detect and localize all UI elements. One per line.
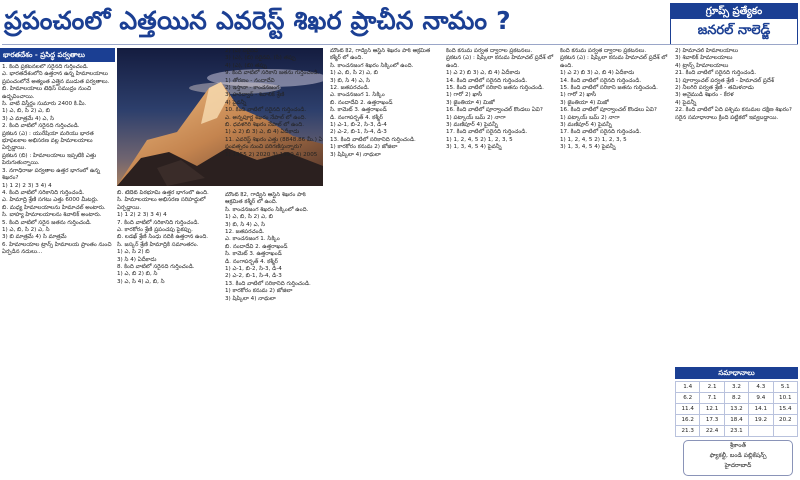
section-title: భారతదేశం - ప్రసిద్ధ పర్వతాలు: [0, 48, 115, 62]
answer-cell: 14.1: [749, 404, 773, 415]
answers-row: [676, 415, 798, 426]
answers-title: సమాధానాలు: [675, 367, 798, 379]
answer-cell: 8.2: [724, 393, 748, 404]
answers-table: [675, 381, 798, 437]
author-name: శ్రీకాంత్: [729, 442, 747, 449]
column-6-text: కింది కనుమ పర్వత ద్వారాల ప్రకటనలు. ప్రకటన (ఎ) : షిప్కిలా కనుమ హిమాచల్ ప్రదేశ్ లో ఉంది. 1) ఎ 2) బి 3) ఎ, బి 4) ఏదీకాదు 14. కింది వాటిలో సరైనది గుర్తించండి. 15. కింది వాటిలో సరికాని జతను గుర్తించండి. 1) గారో 2) ఖాసీ 3) జైంతియా 4) మిజో 16. కింది వాటిలో పూర్వాంచల్ కొండలు ఏవి? 1) పట్కాయ్ బమ్ 2) నాగా 3) మణిపూర్ 4) పైవన్నీ 17. కింది వాటిలో సరైనది గుర్తించండి. 1) 1, 2, 4, 5 2) 1, 2, 3, 5 3) 1, 3, 4, 5 4) పైవన్నీ: [560, 48, 668, 151]
badge-top-label: గ్రూప్స్ ప్రత్యేకం: [671, 4, 797, 19]
column-2: [117, 190, 221, 476]
column-4: [330, 48, 442, 476]
column-1: [2, 64, 112, 476]
column-4-text: మౌంట్ కే2, గాడ్విన్ ఆస్టిన్ శిఖరం పాక్ ఆక్రమిత కశ్మీర్ లో ఉంది. సి. కాంచనజంగ శిఖరం సిక్కింలో ఉంది. 1) ఎ, బి, సి 2) ఎ, బి 3) బి, సి 4) ఎ, సి 12. జతపరచండి. ఎ. కాంచనజంగ 1. సిక్కిం బి. నందాదేవి 2. ఉత్తరాఖండ్ సి. కామెట్ 3. ఉత్తరాఖండ్ డి. నంగాపర్బత్ 4. కశ్మీర్ 1) ఎ-1, బి-2, సి-3, డి-4 2) ఎ-2, బి-1, సి-4, డి-3 13. కింది వాటిలో సరికానిది గుర్తించండి. 1) కారకోరం కనుమ 2) జోజిలా 3) షిప్కిలా 4) నాథులా: [330, 48, 431, 158]
answers-row: [676, 426, 798, 437]
badge-bottom-label: జనరల్ నాలెడ్జ్: [697, 23, 771, 38]
answer-cell: 4.3: [749, 382, 773, 393]
answer-cell: 9.4: [749, 393, 773, 404]
answer-cell: 23.1: [724, 426, 748, 437]
answer-cell: 1.4: [676, 382, 700, 393]
answer-cell: 19.2: [749, 415, 773, 426]
column-3b-text: మౌంట్ కే2, గాడ్విన్ ఆస్టిన్ శిఖరం పాక్ ఆక్రమిత కశ్మీర్ లో ఉంది. సి. కాంచనజంగ శిఖరం సిక్కింలో ఉంది. 1) ఎ, బి, సి 2) ఎ, బి 3) బి, సి 4) ఎ, సి 12. జతపరచండి. ఎ. కాంచనజంగ 1. సిక్కిం బి. నందాదేవి 2. ఉత్తరాఖండ్ సి. కామెట్ 3. ఉత్తరాఖండ్ డి. నంగాపర్బత్ 4. కశ్మీర్ 1) ఎ-1, బి-2, సి-3, డి-4 2) ఎ-2, బి-1, సి-4, డి-3 13. కింది వాటిలో సరికానిది గుర్తించండి. 1) కారకోరం కనుమ 2) జోజిలా 3) షిప్కిలా 4) నాథులా: [225, 192, 311, 302]
column-7: [675, 48, 798, 364]
answer-cell: [773, 426, 797, 437]
column-5: [446, 48, 556, 476]
answer-cell: 7.1: [700, 393, 724, 404]
column-6: [560, 48, 670, 476]
answer-cell: 18.4: [724, 415, 748, 426]
answer-cell: 5.1: [773, 382, 797, 393]
header-divider: [2, 44, 798, 45]
answers-row: [676, 382, 798, 393]
answer-cell: 3.2: [724, 382, 748, 393]
column-2-text: బి. టిబెట్ పీఠభూమి ఉత్తర భాగంలో ఉంది. సి. హిమాలయాలు అభిసరణ సరిహద్దులో ఏర్పడ్డాయి. 1) 1 2) 2 3) 3 4) 4 7. కింది వాటిలో సరికానిది గుర్తించండి. ఎ. కారకోరం శ్రేణి ప్రపంచపు పైకప్పు. బి. లడఖ్ శ్రేణి సింధు నదికి ఉత్తరాన ఉంది. సి. జస్కర్ శ్రేణి హిమాద్రికి సమాంతరం. 1) ఎ, సి 2) బి 3) సి 4) ఏదీకాదు 8. కింది వాటిలో సరైనది గుర్తించండి. 1) ఎ, బి 2) బి, సి 3) ఎ, సి 4) ఎ, బి, సి: [117, 190, 209, 285]
author-role: ఫ్యాకల్టీ, బండి పబ్లికేషన్స్: [709, 452, 767, 459]
answers-row: [676, 393, 798, 404]
column-7-text: 2) హిమాచల్ హిమాలయాలు 3) శివాలిక్ హిమాలయాలు 4) ట్రాన్స్ హిమాలయాలు 21. కింది వాటిలో సరైనది గుర్తించండి. 1) పూర్వాంచల్ పర్వత శ్రేణి - హిమాచల్ ప్రదేశ్ 2) నీలగిరి పర్వత శ్రేణి - తమిళనాడు 3) అనైముడి శిఖరం - కేరళ 4) పైవన్నీ 22. కింది వాటిలో ఏది పశ్చిమ కనుమల దక్షిణ శిఖరం? సరైన సమాధానాలు క్రింది పట్టికలో ఇవ్వబడ్డాయి.: [675, 48, 792, 121]
answer-cell: 16.2: [676, 415, 700, 426]
answer-cell: 13.2: [724, 404, 748, 415]
answer-cell: 10.1: [773, 393, 797, 404]
author-place: హైదరాబాద్: [724, 462, 752, 469]
column-3-text: 2) (ఎ) సరైనది 3) (ఎ), (బి) సరైనవి, (సి) తప్పు 4) (ఎ), (బి) తప్పు 9. కింది వాటిలో సరికాని జతను గుర్తించండి. 1) తోరణం - నందాదేవి 2) ఇస్తానా - కాంచనజంగ 3) హరిద్వార్ - శివాలిక్ శ్రేణి 4) పైవన్నీ 10. కింది వాటిలో సరైనది గుర్తించండి. ఎ. అన్నపూర్ణ శిఖరం నేపాల్ లో ఉంది. బి. ధవళగిరి శిఖరం నేపాల్ లో ఉంది. 1) ఎ 2) బి 3) ఎ, బి 4) ఏదీకాదు 11. ఎవరెస్ట్ శిఖరం ఎత్తు (8848.86 మీ.) ఏ సంవత్సరం నుంచి పరిగణిస్తున్నారు? 1) 1955 2) 2020 3) 1999 4) 2005: [225, 48, 323, 158]
answer-cell: 21.3: [676, 426, 700, 437]
answer-cell: 22.4: [700, 426, 724, 437]
column-3-top: [225, 48, 325, 188]
column-1-text: 1. కింది ప్రకటనలలో సరైనది గుర్తించండి. ఎ. భారతదేశంలోని ఉత్తరాన ఉన్న హిమాలయాలు ప్రపంచంలోనే అత్యంత ఎత్తైన ముడుత పర్వతాలు. బి. హిమాలయాలు టెథిస్ సముద్రం నుంచి ఉద్భవించాయి. సి. వాటి విస్తీర్ణం సుమారు 2400 కి.మీ. 1) ఎ, బి, సి 2) ఎ, బి 3) ఎ మాత్రమే 4) ఎ, సి 2. కింది వాటిలో సరైనది గుర్తించండి. ప్రకటన (ఎ) : యురేషియా మరియు భారత భూఫలకాల అభిసరణ వల్ల హిమాలయాలు ఏర్పడ్డాయి. ప్రకటన (బి) : హిమాలయాలు ఇప్పటికి ఎత్తు పెరుగుతున్నాయి. 3. నగాధిరాజు పర్వతాల ఉత్తర భాగంలో ఉన్న శిఖరం? 1) 1 2) 2 3) 3 4) 4 4. కింది వాటిలో సరికానిది గుర్తించండి. ఎ. హిమాద్రి శ్రేణి సగటు ఎత్తు 6000 మీటర్లు. బి. మధ్య హిమాలయాలను హిమాచల్ అంటారు. సి. బాహ్య హిమాలయాలను శివాలిక్ అంటారు. 5. కింది వాటిలో సరైన జతను గుర్తించండి. 1) ఎ, బి, సి 2) ఎ, సి 3) బి మాత్రమే 4) సి మాత్రమే 6. హిమాలయాల ట్రాన్స్ హిమాలయ ప్రాంతం నుంచి ఏర్పడిన నదులు...: [2, 64, 112, 256]
answer-cell: [749, 426, 773, 437]
answer-cell: 11.4: [676, 404, 700, 415]
answer-cell: 17.3: [700, 415, 724, 426]
column-5-text: కింది కనుమ పర్వత ద్వారాల ప్రకటనలు. ప్రకటన (ఎ) : షిప్కిలా కనుమ హిమాచల్ ప్రదేశ్ లో ఉంది. 1) ఎ 2) బి 3) ఎ, బి 4) ఏదీకాదు 14. కింది వాటిలో సరైనది గుర్తించండి. 15. కింది వాటిలో సరికాని జతను గుర్తించండి. 1) గారో 2) ఖాసీ 3) జైంతియా 4) మిజో 16. కింది వాటిలో పూర్వాంచల్ కొండలు ఏవి? 1) పట్కాయ్ బమ్ 2) నాగా 3) మణిపూర్ 4) పైవన్నీ 17. కింది వాటిలో సరైనది గుర్తించండి. 1) 1, 2, 4, 5 2) 1, 2, 3, 5 3) 1, 3, 4, 5 4) పైవన్నీ: [446, 48, 554, 151]
headline: ప్రపంచంలో ఎత్తయిన ఎవరెస్ట్ శిఖర ప్రాచీన నామం ?: [4, 6, 511, 35]
answer-cell: 12.1: [700, 404, 724, 415]
column-3-bottom: [225, 192, 325, 476]
answer-cell: 2.1: [700, 382, 724, 393]
answer-cell: 15.4: [773, 404, 797, 415]
groups-special-badge: [670, 3, 798, 45]
answer-cell: 20.2: [773, 415, 797, 426]
answers-row: [676, 404, 798, 415]
author-box: [683, 440, 793, 476]
answer-cell: 6.2: [676, 393, 700, 404]
